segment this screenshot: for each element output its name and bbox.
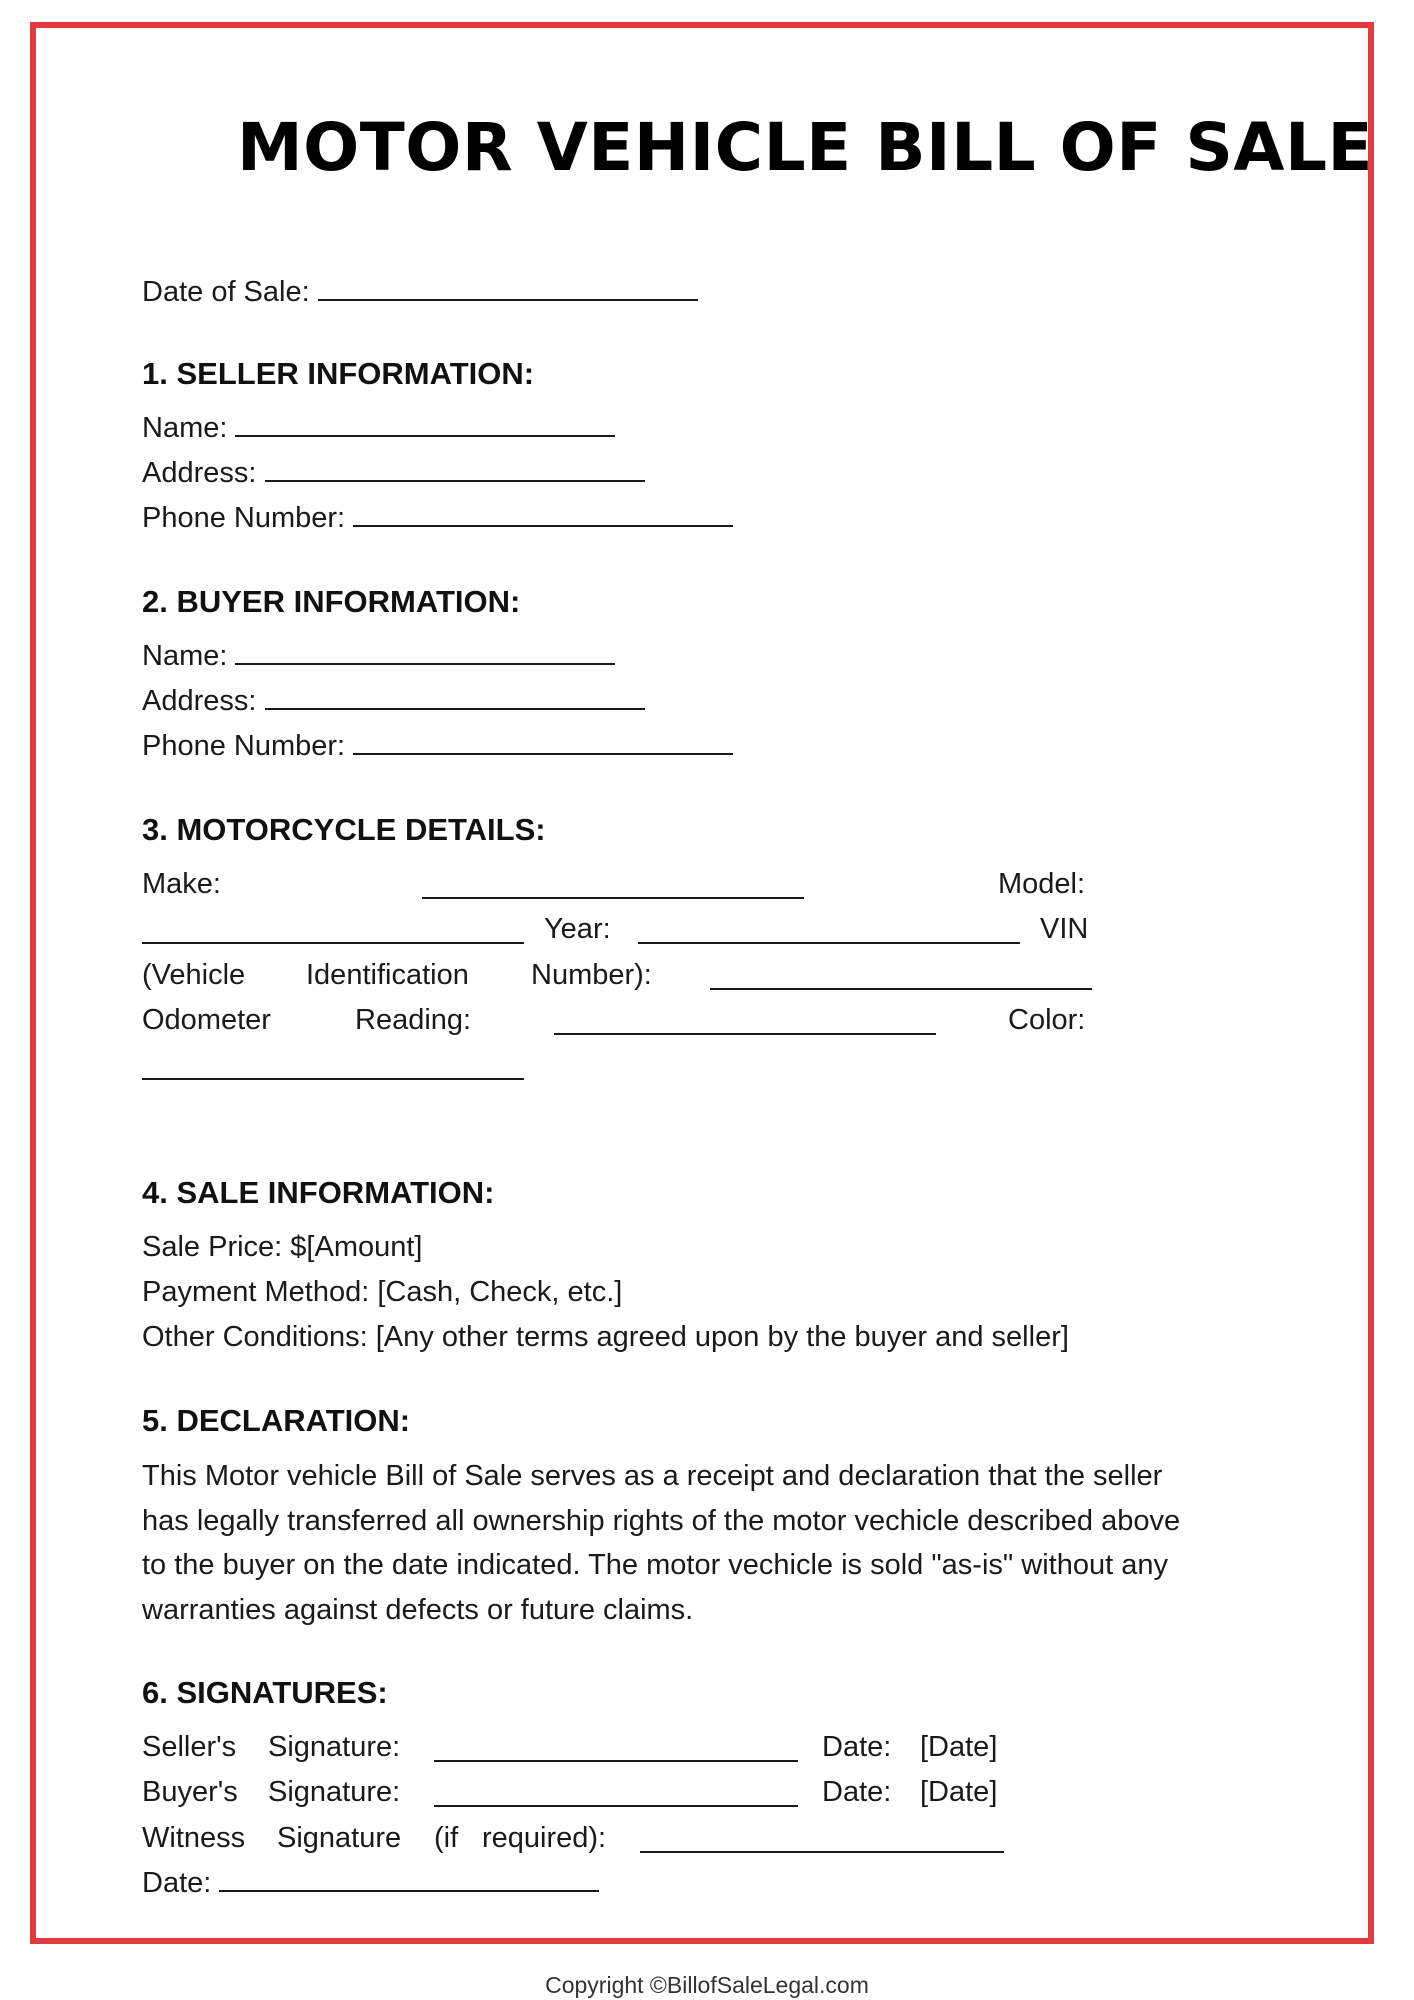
seller-address-row [142, 453, 645, 493]
other-conditions: Other Conditions: [Any other terms agreed upon by the buyer and seller] [142, 1321, 1069, 1353]
seller-phone-field[interactable] [353, 499, 733, 527]
motorcycle-heading: 3. MOTORCYCLE DETAILS: [142, 812, 546, 847]
sale-heading: 4. SALE INFORMATION: [142, 1175, 495, 1210]
buyer-name-field[interactable] [235, 637, 615, 665]
buyer-date-value[interactable]: [Date] [920, 1776, 998, 1808]
buyer-sig-word2: Signature: [268, 1776, 401, 1808]
buyer-phone-row [142, 726, 733, 766]
buyer-date-label: Date: [822, 1776, 892, 1808]
year-field[interactable] [638, 942, 1020, 944]
make-field[interactable] [422, 897, 804, 899]
declaration-heading: 5. DECLARATION: [142, 1403, 411, 1438]
vin-word-number: Number): [531, 959, 652, 991]
seller-name-field[interactable] [235, 409, 615, 437]
buyer-address-field[interactable] [265, 682, 645, 710]
vin-label: VIN [1040, 913, 1089, 945]
witness-word2: Signature [277, 1822, 402, 1854]
year-label: Year: [544, 913, 611, 945]
color-label: Color: [1008, 1004, 1086, 1036]
final-date-field[interactable] [219, 1864, 599, 1892]
seller-address-label: Address: [142, 457, 257, 489]
witness-signature-field[interactable] [640, 1851, 1004, 1853]
payment-method: Payment Method: [Cash, Check, etc.] [142, 1276, 623, 1308]
reading-word: Reading: [355, 1004, 472, 1036]
witness-word1: Witness [142, 1822, 246, 1854]
seller-address-field[interactable] [265, 454, 645, 482]
buyer-address-row [142, 681, 645, 721]
buyer-heading: 2. BUYER INFORMATION: [142, 584, 521, 619]
vin-word-vehicle: (Vehicle [142, 959, 246, 991]
date-of-sale-field[interactable] [318, 273, 698, 301]
buyer-phone-field[interactable] [353, 727, 733, 755]
final-date-label: Date: [142, 1867, 212, 1899]
document-title: MOTOR VEHICLE BILL OF SALE [237, 109, 1374, 186]
declaration-text [142, 1454, 1282, 1632]
declaration-line: This Motor vehicle Bill of Sale serves as a receipt and declaration that the seller [142, 1460, 1163, 1492]
seller-signature-field[interactable] [434, 1760, 798, 1762]
model-label: Model: [998, 868, 1086, 900]
buyer-phone-label: Phone Number: [142, 730, 346, 762]
buyer-signature-field[interactable] [434, 1805, 798, 1807]
buyer-sig-word1: Buyer's [142, 1776, 238, 1808]
date-of-sale-row [142, 272, 698, 312]
odometer-word: Odometer [142, 1004, 271, 1036]
declaration-line: warranties against defects or future claims. [142, 1593, 694, 1626]
odometer-field[interactable] [554, 1033, 936, 1035]
buyer-address-label: Address: [142, 685, 257, 717]
model-field[interactable] [142, 942, 524, 944]
buyer-name-row [142, 636, 615, 676]
date-of-sale-label: Date of Sale: [142, 276, 310, 308]
witness-word3: (if [434, 1822, 459, 1854]
seller-phone-label: Phone Number: [142, 502, 346, 534]
copyright-footer: Copyright ©BillofSaleLegal.com [545, 1972, 869, 1998]
seller-heading: 1. SELLER INFORMATION: [142, 356, 535, 391]
sale-price: Sale Price: $[Amount] [142, 1231, 423, 1263]
seller-name-label: Name: [142, 412, 228, 444]
witness-word4: required): [482, 1822, 607, 1854]
seller-sig-word1: Seller's [142, 1731, 237, 1763]
seller-phone-row [142, 498, 733, 538]
seller-date-label: Date: [822, 1731, 892, 1763]
seller-sig-word2: Signature: [268, 1731, 401, 1763]
declaration-line: to the buyer on the date indicated. The motor vechicle is sold "as-is" without any [142, 1549, 1168, 1581]
seller-name-row [142, 408, 615, 448]
vin-field[interactable] [710, 988, 1092, 990]
final-date-row [142, 1863, 599, 1903]
seller-date-value[interactable]: [Date] [920, 1731, 998, 1763]
buyer-name-label: Name: [142, 640, 228, 672]
vin-word-identification: Identification [306, 959, 469, 991]
declaration-line: has legally transferred all ownership rights of the motor vechicle described above [142, 1504, 1181, 1537]
signatures-heading: 6. SIGNATURES: [142, 1675, 388, 1710]
make-label: Make: [142, 868, 221, 900]
color-field[interactable] [142, 1078, 524, 1080]
